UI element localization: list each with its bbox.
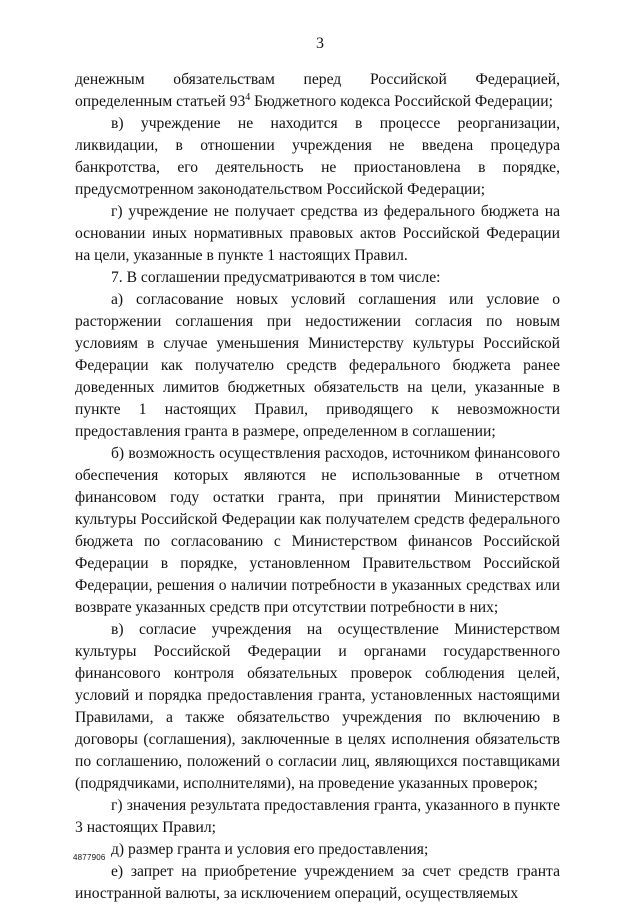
paragraph-item-d-grant-size: д) размер гранта и условия его предоставления; bbox=[111, 841, 429, 858]
paragraph-item-g-federal-budget: г) учреждение не получает средства из федерального бюджета на основании иных нормативных правовых актов Российской Федерации на цели, указанные в пункте 1 настоящих Правил. bbox=[75, 203, 560, 264]
paragraph-section-7-heading: 7. В соглашении предусматриваются в том числе: bbox=[111, 269, 441, 286]
paragraph-item-e-currency-ban: е) запрет на приобретение учреждением за счет средств гранта иностранной валюты, за исключением операций, осуществляемых bbox=[75, 863, 560, 902]
paragraph-continuation bbox=[75, 69, 560, 113]
paragraph-text: денежным обязательствам перед Российской Федерацией, определенным статьей 93 bbox=[75, 71, 560, 110]
paragraph-item-g-result-values: г) значения результата предоставления гранта, указанного в пункте 3 настоящих Правил; bbox=[75, 797, 560, 836]
superscript-article-index: 4 bbox=[245, 91, 251, 103]
paragraph-text-tail: Бюджетного кодекса Российской Федерации; bbox=[250, 93, 553, 110]
paragraph-item-v-inspections-consent: в) согласие учреждения на осуществление Министерством культуры Российской Федерации и органами государственного финансового контроля обязательных проверок соблюдения целей, условий и порядка предоставления гранта, установленных настоящими Правилами, а также обязательство учреждения по включению в договоры (соглашения), заключенные в целях исполнения обязательств по соглашению, положений о согласии лиц, являющихся поставщиками (подрядчиками, исполнителями), на проведение указанных проверок; bbox=[75, 621, 560, 792]
page-number: 3 bbox=[316, 35, 324, 52]
paragraph-item-v-reorganization: в) учреждение не находится в процессе реорганизации, ликвидации, в отношении учреждения не введена процедура банкротства, его деятельность не приостановлена в порядке, предусмотренном законодательством Российской Федерации; bbox=[75, 115, 560, 198]
paragraph-item-a-agreement-terms: а) согласование новых условий соглашения или условие о расторжении соглашения при недостижении согласия по новым условиям в случае уменьшения Министерству культуры Российской Федерации как получателю средств федерального бюджета ранее доведенных лимитов бюджетных обязательств на цели, указанные в пункте 1 настоящих Правил, приводящего к невозможности предоставления гранта в размере, определенном в соглашении; bbox=[75, 291, 560, 440]
paragraph-item-b-remaining-funds: б) возможность осуществления расходов, источником финансового обеспечения которых являются не использованные в отчетном финансовом году остатки гранта, при принятии Министерством культуры Российской Федерации как получателем средств федерального бюджета по согласованию с Министерством финансов Российской Федерации в порядке, установленном Правительством Российской Федерации, решения о наличии потребности в указанных средствах или возврате указанных средств при отсутствии потребности в них; bbox=[75, 445, 560, 616]
document-body bbox=[75, 69, 560, 905]
document-code: 4877906 bbox=[73, 853, 106, 862]
